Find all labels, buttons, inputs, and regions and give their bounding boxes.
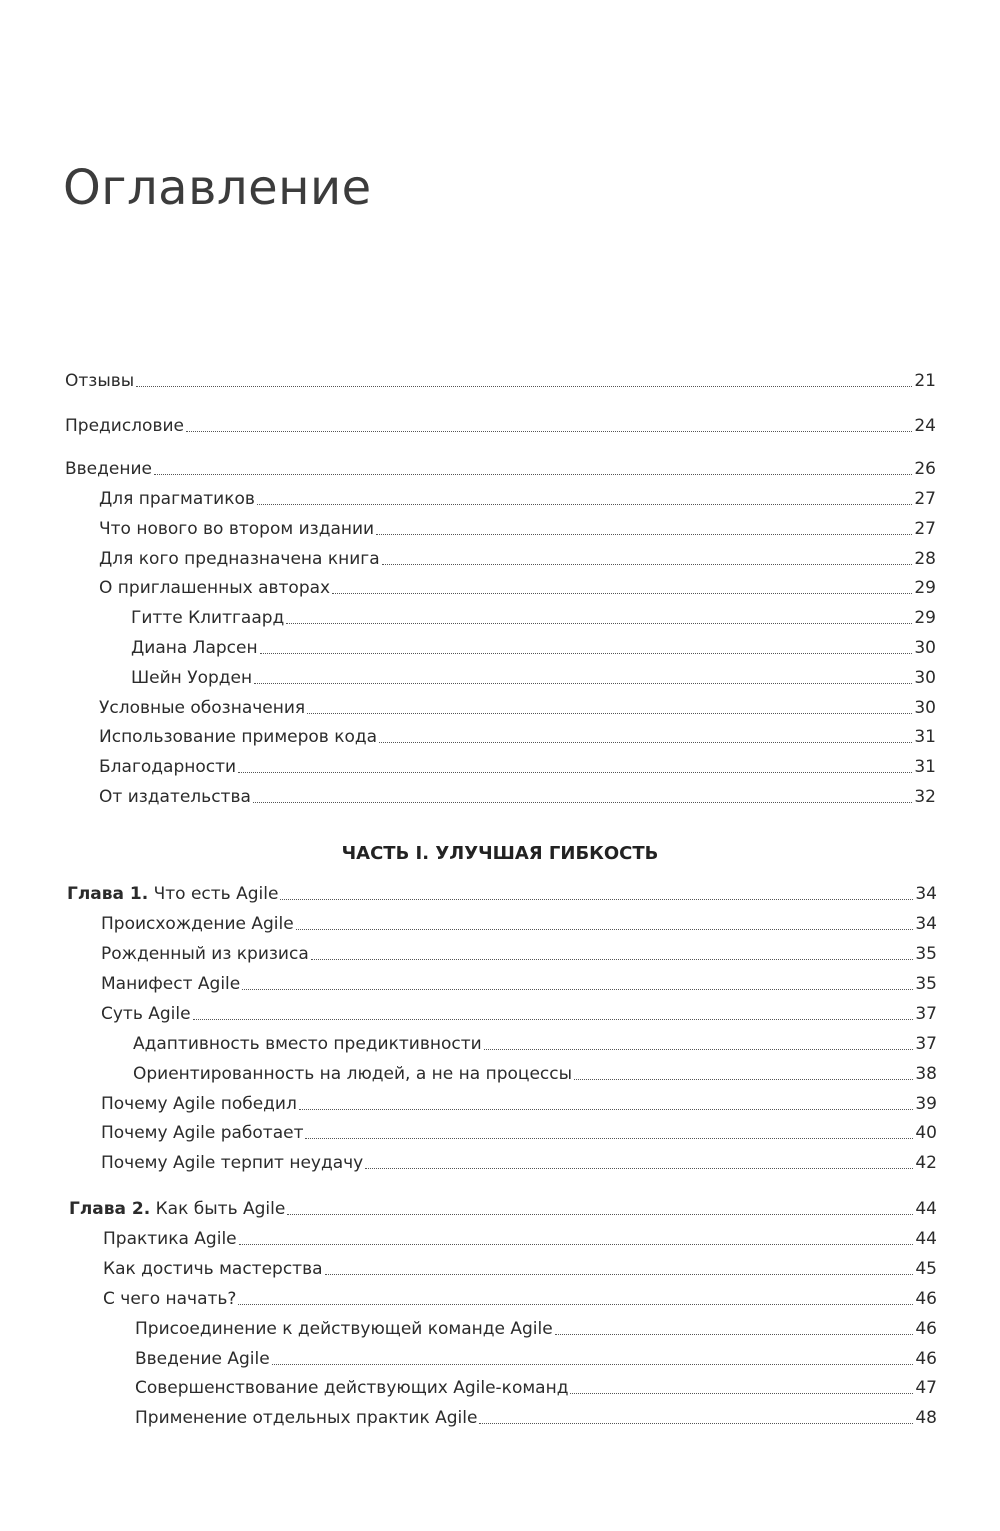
toc-page-number: 47 [915, 1378, 937, 1398]
toc-entry-mastery[interactable] [103, 1258, 937, 1280]
toc-entry-label: Адаптивность вместо предиктивности [133, 1034, 482, 1054]
toc-page-number: 34 [915, 914, 937, 934]
dot-leader [287, 1214, 913, 1215]
toc-page-number: 42 [915, 1153, 937, 1173]
toc-entry-label: Отзывы [65, 371, 135, 391]
dot-leader [154, 474, 912, 475]
dot-leader [193, 1019, 914, 1020]
toc-page-number: 37 [915, 1034, 937, 1054]
toc-entry-foreword[interactable] [65, 415, 936, 437]
toc-entry-gitte-klitgaard[interactable] [131, 607, 936, 629]
dot-leader [242, 989, 913, 990]
toc-chapter-2[interactable] [69, 1198, 937, 1220]
toc-page-number: 35 [915, 974, 937, 994]
toc-entry-guest-authors[interactable] [99, 577, 936, 599]
part-title: ЧАСТЬ I. УЛУЧШАЯ ГИБКОСТЬ [341, 843, 659, 864]
dot-leader [257, 504, 912, 505]
toc-entry-essence-of-agile[interactable] [101, 1003, 937, 1025]
dot-leader [325, 1274, 914, 1275]
dot-leader [186, 431, 912, 432]
toc-entry-audience[interactable] [99, 548, 936, 570]
toc-entry-label [67, 883, 278, 905]
toc-entry-applying-practices[interactable] [135, 1407, 937, 1429]
dot-leader [484, 1049, 914, 1050]
toc-entry-from-publisher[interactable] [99, 786, 936, 808]
dot-leader [272, 1364, 914, 1365]
toc-entry-label: Происхождение Agile [101, 914, 294, 934]
dot-leader [238, 1304, 913, 1305]
toc-page-number: 28 [914, 549, 936, 569]
dot-leader [376, 534, 912, 535]
toc-entry-label: Для прагматиков [99, 489, 255, 509]
toc-entry-introducing-agile[interactable] [135, 1348, 937, 1370]
dot-leader [332, 593, 912, 594]
dot-leader [239, 1244, 914, 1245]
dot-leader [479, 1423, 913, 1424]
toc-entry-label: Введение Agile [135, 1349, 270, 1369]
toc-entry-label: Использование примеров кода [99, 727, 378, 747]
dot-leader [570, 1393, 913, 1394]
toc-entry-introduction[interactable] [65, 458, 936, 480]
toc-entry-label: Манифест Agile [101, 974, 241, 994]
toc-entry-adaptive[interactable] [133, 1033, 937, 1055]
toc-entry-acknowledgements[interactable] [99, 756, 936, 778]
toc-page-number: 35 [915, 944, 937, 964]
toc-page-number: 46 [915, 1349, 937, 1369]
toc-entry-label: С чего начать? [103, 1289, 237, 1309]
toc-page-number: 27 [914, 519, 936, 539]
dot-leader [260, 653, 913, 654]
toc-entry-label [69, 1198, 285, 1220]
toc-page-number: 48 [915, 1408, 937, 1428]
toc-entry-label: Присоединение к действующей команде Agile [135, 1319, 553, 1339]
toc-entry-label: Почему Agile победил [101, 1094, 297, 1114]
dot-leader [379, 742, 912, 743]
toc-page-number: 34 [915, 884, 937, 904]
toc-page-number: 24 [914, 416, 936, 436]
toc-page-number: 21 [914, 371, 936, 391]
toc-entry-conventions[interactable] [99, 697, 936, 719]
chapter-prefix: Глава 2. [69, 1199, 151, 1219]
toc-entry-diana-larsen[interactable] [131, 637, 936, 659]
toc-entry-label: Введение [65, 459, 152, 479]
toc-entry-reviews[interactable] [65, 370, 936, 392]
chapter-title: Как быть Agile [155, 1199, 286, 1219]
dot-leader [286, 623, 912, 624]
toc-entry-label: Что нового во втором издании [99, 519, 375, 539]
dot-leader [253, 802, 912, 803]
page-title: Оглавление [63, 160, 372, 216]
toc-entry-label: Как достичь мастерства [103, 1259, 323, 1279]
toc-entry-whats-new[interactable] [99, 518, 936, 540]
toc-page-number: 39 [915, 1094, 937, 1114]
toc-page-number: 29 [914, 578, 936, 598]
toc-entry-why-agile-fails[interactable] [101, 1152, 937, 1174]
toc-page-number: 26 [914, 459, 936, 479]
toc-entry-label: Благодарности [99, 757, 237, 777]
dot-leader [238, 772, 912, 773]
toc-entry-label: Гитте Клитгаард [131, 608, 285, 628]
toc-entry-where-to-start[interactable] [103, 1288, 937, 1310]
dot-leader [307, 713, 912, 714]
toc-page-number: 31 [914, 757, 936, 777]
toc-entry-born-of-crisis[interactable] [101, 943, 937, 965]
toc-entry-shane-warden[interactable] [131, 667, 936, 689]
dot-leader [136, 386, 912, 387]
toc-page-number: 44 [915, 1229, 937, 1249]
toc-entry-label: Практика Agile [103, 1229, 237, 1249]
dot-leader [254, 683, 912, 684]
dot-leader [280, 899, 913, 900]
toc-page-number: 46 [915, 1319, 937, 1339]
toc-entry-label: Диана Ларсен [131, 638, 258, 658]
toc-chapter-1[interactable] [67, 883, 937, 905]
toc-entry-label: Для кого предназначена книга [99, 549, 380, 569]
toc-entry-improving-teams[interactable] [135, 1377, 937, 1399]
dot-leader [296, 929, 914, 930]
dot-leader [365, 1168, 913, 1169]
toc-page-number: 27 [914, 489, 936, 509]
dot-leader [574, 1079, 913, 1080]
dot-leader [311, 959, 914, 960]
toc-entry-label: Условные обозначения [99, 698, 306, 718]
toc-entry-label: Шейн Уорден [131, 668, 253, 688]
toc-entry-label: О приглашенных авторах [99, 578, 331, 598]
toc-entry-label: Совершенствование действующих Agile-команд [135, 1378, 569, 1398]
dot-leader [382, 564, 913, 565]
chapter-title: Что есть Agile [153, 884, 279, 904]
toc-page-number: 45 [915, 1259, 937, 1279]
toc-page-number: 32 [914, 787, 936, 807]
toc-entry-for-pragmatists[interactable] [99, 488, 936, 510]
toc-entry-label: От издательства [99, 787, 251, 807]
toc-page-number: 29 [914, 608, 936, 628]
toc-page-number: 44 [915, 1199, 937, 1219]
toc-page-number: 30 [914, 638, 936, 658]
toc-entry-label: Суть Agile [101, 1004, 191, 1024]
toc-page-number: 31 [914, 727, 936, 747]
toc-entry-people-oriented[interactable] [133, 1063, 937, 1085]
toc-entry-agile-practice[interactable] [103, 1228, 937, 1250]
toc-entry-joining-team[interactable] [135, 1318, 937, 1340]
toc-entry-label: Рожденный из кризиса [101, 944, 309, 964]
dot-leader [555, 1334, 914, 1335]
toc-entry-why-agile-won[interactable] [101, 1093, 937, 1115]
toc-entry-agile-origin[interactable] [101, 913, 937, 935]
toc-page-number: 37 [915, 1004, 937, 1024]
toc-page-number: 38 [915, 1064, 937, 1084]
toc-entry-label: Ориентированность на людей, а не на процессы [133, 1064, 573, 1084]
toc-entry-label: Предисловие [65, 416, 184, 436]
toc-entry-why-agile-works[interactable] [101, 1122, 937, 1144]
dot-leader [305, 1138, 913, 1139]
toc-page-number: 30 [914, 698, 936, 718]
chapter-prefix: Глава 1. [67, 884, 149, 904]
toc-entry-code-examples[interactable] [99, 726, 936, 748]
toc-entry-label: Почему Agile работает [101, 1123, 304, 1143]
toc-entry-agile-manifesto[interactable] [101, 973, 937, 995]
toc-entry-label: Почему Agile терпит неудачу [101, 1153, 364, 1173]
toc-page-number: 30 [914, 668, 936, 688]
toc-page-number: 46 [915, 1289, 937, 1309]
dot-leader [299, 1109, 914, 1110]
toc-entry-label: Применение отдельных практик Agile [135, 1408, 478, 1428]
toc-page-number: 40 [915, 1123, 937, 1143]
